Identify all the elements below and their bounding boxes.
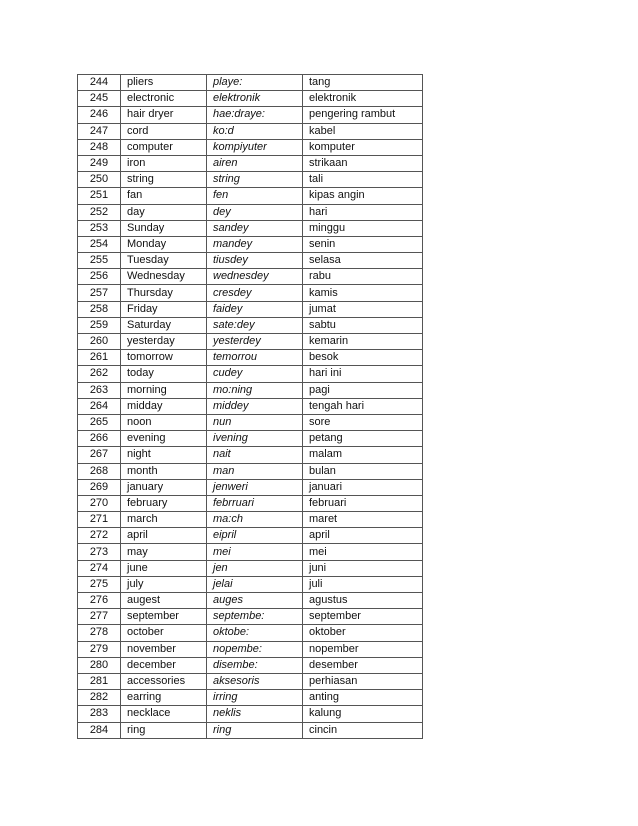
pronunciation-cell: septembe: [207,609,303,625]
english-word-cell: february [121,495,207,511]
indonesian-word-cell: sabtu [303,317,423,333]
indonesian-word-cell: september [303,609,423,625]
indonesian-word-cell: anting [303,690,423,706]
english-word-cell: evening [121,431,207,447]
pronunciation-cell: ko:d [207,123,303,139]
pronunciation-cell: auges [207,593,303,609]
table-row [78,625,423,641]
row-number-cell: 282 [78,690,121,706]
row-number-cell: 260 [78,334,121,350]
pronunciation-cell: mei [207,544,303,560]
english-word-cell: today [121,366,207,382]
row-number-cell: 263 [78,382,121,398]
pronunciation-cell: eipril [207,528,303,544]
pronunciation-cell: cudey [207,366,303,382]
indonesian-word-cell: oktober [303,625,423,641]
english-word-cell: december [121,657,207,673]
table-row [78,576,423,592]
indonesian-word-cell: komputer [303,139,423,155]
english-word-cell: day [121,204,207,220]
indonesian-word-cell: sore [303,414,423,430]
table-row [78,285,423,301]
english-word-cell: night [121,447,207,463]
row-number-cell: 252 [78,204,121,220]
pronunciation-cell: mo:ning [207,382,303,398]
pronunciation-cell: neklis [207,706,303,722]
row-number-cell: 256 [78,269,121,285]
indonesian-word-cell: agustus [303,593,423,609]
pronunciation-cell: disembe: [207,657,303,673]
english-word-cell: computer [121,139,207,155]
english-word-cell: yesterday [121,334,207,350]
row-number-cell: 279 [78,641,121,657]
pronunciation-cell: wednesdey [207,269,303,285]
row-number-cell: 268 [78,463,121,479]
row-number-cell: 264 [78,398,121,414]
indonesian-word-cell: maret [303,512,423,528]
table-row [78,366,423,382]
row-number-cell: 275 [78,576,121,592]
pronunciation-cell: man [207,463,303,479]
row-number-cell: 277 [78,609,121,625]
indonesian-word-cell: tengah hari [303,398,423,414]
indonesian-word-cell: pagi [303,382,423,398]
indonesian-word-cell: tang [303,75,423,91]
indonesian-word-cell: nopember [303,641,423,657]
english-word-cell: Saturday [121,317,207,333]
pronunciation-cell: cresdey [207,285,303,301]
table-row [78,609,423,625]
english-word-cell: ring [121,722,207,738]
english-word-cell: Tuesday [121,253,207,269]
table-row [78,317,423,333]
pronunciation-cell: mandey [207,236,303,252]
pronunciation-cell: string [207,172,303,188]
english-word-cell: september [121,609,207,625]
table-row [78,528,423,544]
pronunciation-cell: aksesoris [207,673,303,689]
row-number-cell: 272 [78,528,121,544]
row-number-cell: 250 [78,172,121,188]
indonesian-word-cell: cincin [303,722,423,738]
indonesian-word-cell: hari ini [303,366,423,382]
table-row [78,350,423,366]
row-number-cell: 278 [78,625,121,641]
vocabulary-table-body [78,75,423,739]
pronunciation-cell: faidey [207,301,303,317]
table-row [78,301,423,317]
indonesian-word-cell: januari [303,479,423,495]
indonesian-word-cell: kabel [303,123,423,139]
table-row [78,544,423,560]
table-row [78,139,423,155]
english-word-cell: electronic [121,91,207,107]
pronunciation-cell: dey [207,204,303,220]
pronunciation-cell: fen [207,188,303,204]
row-number-cell: 257 [78,285,121,301]
row-number-cell: 261 [78,350,121,366]
indonesian-word-cell: perhiasan [303,673,423,689]
pronunciation-cell: ring [207,722,303,738]
indonesian-word-cell: petang [303,431,423,447]
indonesian-word-cell: tali [303,172,423,188]
row-number-cell: 270 [78,495,121,511]
table-row [78,204,423,220]
english-word-cell: midday [121,398,207,414]
english-word-cell: july [121,576,207,592]
english-word-cell: october [121,625,207,641]
english-word-cell: Sunday [121,220,207,236]
english-word-cell: pliers [121,75,207,91]
english-word-cell: Friday [121,301,207,317]
row-number-cell: 262 [78,366,121,382]
row-number-cell: 245 [78,91,121,107]
table-row [78,253,423,269]
table-row [78,657,423,673]
english-word-cell: january [121,479,207,495]
table-row [78,560,423,576]
table-row [78,673,423,689]
table-row [78,495,423,511]
pronunciation-cell: jelai [207,576,303,592]
pronunciation-cell: sate:dey [207,317,303,333]
table-row [78,479,423,495]
table-row [78,172,423,188]
table-row [78,593,423,609]
pronunciation-cell: nopembe: [207,641,303,657]
table-row [78,220,423,236]
pronunciation-cell: middey [207,398,303,414]
table-row [78,75,423,91]
english-word-cell: accessories [121,673,207,689]
table-row [78,690,423,706]
pronunciation-cell: temorrou [207,350,303,366]
row-number-cell: 266 [78,431,121,447]
indonesian-word-cell: senin [303,236,423,252]
indonesian-word-cell: februari [303,495,423,511]
english-word-cell: string [121,172,207,188]
indonesian-word-cell: april [303,528,423,544]
indonesian-word-cell: jumat [303,301,423,317]
table-row [78,334,423,350]
english-word-cell: morning [121,382,207,398]
row-number-cell: 248 [78,139,121,155]
pronunciation-cell: nun [207,414,303,430]
pronunciation-cell: febrruari [207,495,303,511]
pronunciation-cell: hae:draye: [207,107,303,123]
english-word-cell: fan [121,188,207,204]
table-row [78,91,423,107]
pronunciation-cell: sandey [207,220,303,236]
pronunciation-cell: jenweri [207,479,303,495]
pronunciation-cell: nait [207,447,303,463]
row-number-cell: 259 [78,317,121,333]
row-number-cell: 281 [78,673,121,689]
indonesian-word-cell: kipas angin [303,188,423,204]
english-word-cell: month [121,463,207,479]
table-row [78,512,423,528]
pronunciation-cell: tiusdey [207,253,303,269]
indonesian-word-cell: hari [303,204,423,220]
pronunciation-cell: oktobe: [207,625,303,641]
table-row [78,706,423,722]
english-word-cell: may [121,544,207,560]
pronunciation-cell: kompiyuter [207,139,303,155]
english-word-cell: cord [121,123,207,139]
pronunciation-cell: jen [207,560,303,576]
table-row [78,463,423,479]
pronunciation-cell: ma:ch [207,512,303,528]
row-number-cell: 265 [78,414,121,430]
indonesian-word-cell: kemarin [303,334,423,350]
row-number-cell: 247 [78,123,121,139]
row-number-cell: 251 [78,188,121,204]
table-row [78,431,423,447]
table-row [78,188,423,204]
row-number-cell: 244 [78,75,121,91]
english-word-cell: earring [121,690,207,706]
indonesian-word-cell: juli [303,576,423,592]
row-number-cell: 280 [78,657,121,673]
row-number-cell: 267 [78,447,121,463]
english-word-cell: november [121,641,207,657]
indonesian-word-cell: juni [303,560,423,576]
table-row [78,447,423,463]
indonesian-word-cell: minggu [303,220,423,236]
table-row [78,382,423,398]
table-row [78,123,423,139]
table-row [78,641,423,657]
row-number-cell: 254 [78,236,121,252]
pronunciation-cell: irring [207,690,303,706]
english-word-cell: augest [121,593,207,609]
indonesian-word-cell: rabu [303,269,423,285]
indonesian-word-cell: desember [303,657,423,673]
row-number-cell: 276 [78,593,121,609]
english-word-cell: noon [121,414,207,430]
indonesian-word-cell: pengering rambut [303,107,423,123]
table-row [78,155,423,171]
pronunciation-cell: airen [207,155,303,171]
english-word-cell: hair dryer [121,107,207,123]
table-row [78,398,423,414]
english-word-cell: tomorrow [121,350,207,366]
indonesian-word-cell: selasa [303,253,423,269]
indonesian-word-cell: strikaan [303,155,423,171]
row-number-cell: 274 [78,560,121,576]
row-number-cell: 249 [78,155,121,171]
vocabulary-table [77,74,423,739]
indonesian-word-cell: besok [303,350,423,366]
indonesian-word-cell: bulan [303,463,423,479]
row-number-cell: 284 [78,722,121,738]
row-number-cell: 255 [78,253,121,269]
table-row [78,269,423,285]
table-row [78,236,423,252]
pronunciation-cell: ivening [207,431,303,447]
english-word-cell: june [121,560,207,576]
table-row [78,722,423,738]
indonesian-word-cell: kalung [303,706,423,722]
indonesian-word-cell: kamis [303,285,423,301]
table-row [78,414,423,430]
indonesian-word-cell: malam [303,447,423,463]
english-word-cell: iron [121,155,207,171]
english-word-cell: march [121,512,207,528]
row-number-cell: 253 [78,220,121,236]
english-word-cell: Wednesday [121,269,207,285]
pronunciation-cell: elektronik [207,91,303,107]
row-number-cell: 271 [78,512,121,528]
english-word-cell: Monday [121,236,207,252]
row-number-cell: 283 [78,706,121,722]
indonesian-word-cell: mei [303,544,423,560]
row-number-cell: 269 [78,479,121,495]
row-number-cell: 273 [78,544,121,560]
indonesian-word-cell: elektronik [303,91,423,107]
english-word-cell: Thursday [121,285,207,301]
english-word-cell: april [121,528,207,544]
row-number-cell: 258 [78,301,121,317]
table-row [78,107,423,123]
english-word-cell: necklace [121,706,207,722]
pronunciation-cell: yesterdey [207,334,303,350]
row-number-cell: 246 [78,107,121,123]
pronunciation-cell: playe: [207,75,303,91]
